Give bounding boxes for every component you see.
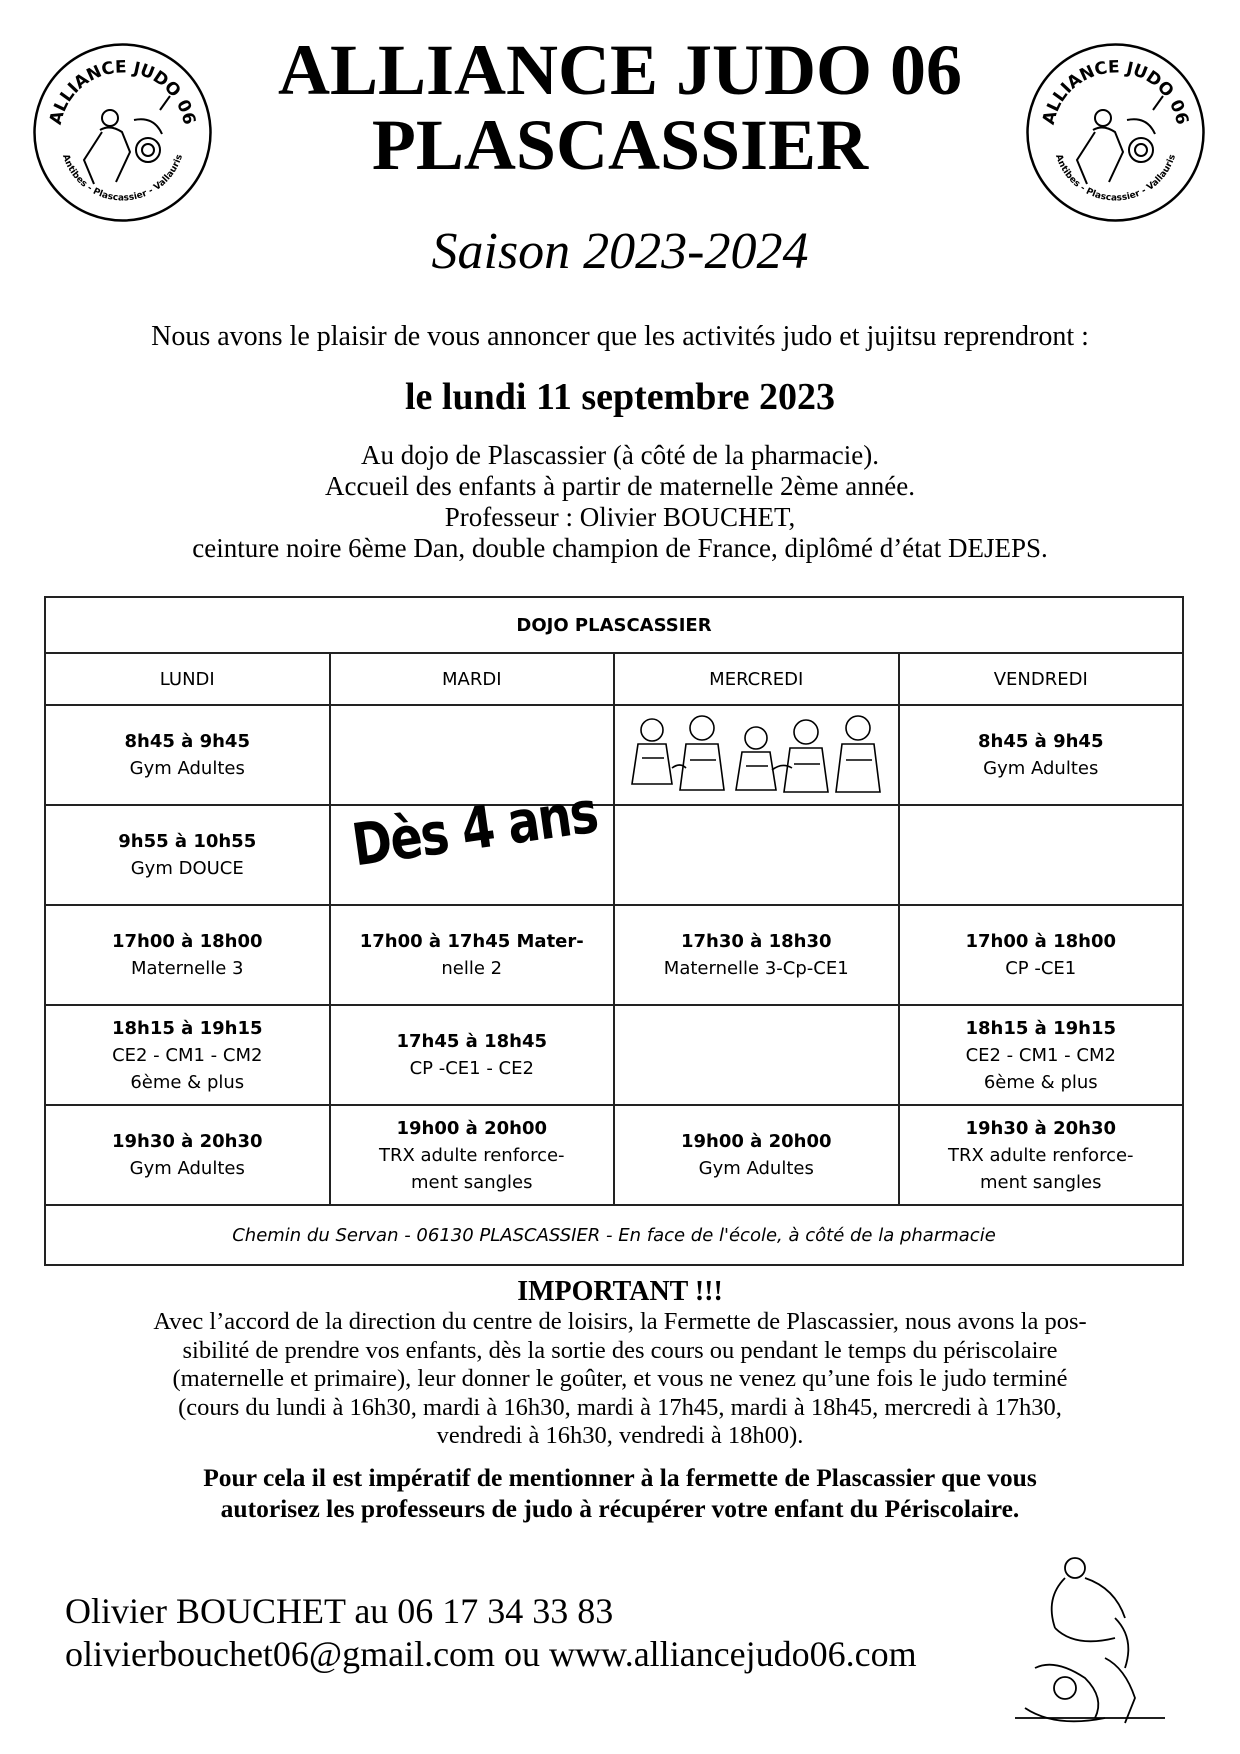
important-line: vendredi à 16h30, vendredi à 18h00).: [436, 1422, 804, 1449]
slot-time: 8h45 à 9h45: [124, 731, 250, 752]
important-line: Avec l’accord de la direction du centre de loisirs, la Fermette de Plascassier, nous avons la pos-: [153, 1308, 1087, 1335]
important-line: (cours du lundi à 16h30, mardi à 16h30, mardi à 17h45, mardi à 18h45, mercredi à 17h30,: [178, 1393, 1062, 1421]
day-header: MERCREDI: [614, 653, 899, 705]
slot-class: CE2 - CM1 - CM2: [965, 1044, 1116, 1066]
slot-class: nelle 2: [441, 958, 503, 979]
schedule-cell: [330, 1105, 615, 1205]
slot-class: Gym Adultes: [129, 1158, 245, 1179]
day-header: VENDREDI: [899, 653, 1184, 705]
notice-line: Pour cela il est impératif de mentionner à la fermette de Plascassier que vous: [203, 1463, 1037, 1492]
info-line: ceinture noire 6ème Dan, double champion de France, diplômé d’état DEJEPS.: [192, 533, 1048, 563]
schedule-cell: [614, 1105, 899, 1205]
slot-class-extra: 6ème & plus: [130, 1071, 245, 1093]
schedule-cell: [899, 1005, 1184, 1105]
day-header: LUNDI: [45, 653, 330, 705]
schedule-title-row: [45, 597, 1183, 653]
table-row: [45, 805, 1183, 905]
slot-class: Gym Adultes: [129, 758, 245, 779]
table-row: [45, 705, 1183, 805]
slot-class: CP -CE1 - CE2: [409, 1058, 534, 1079]
slot-time: 19h00 à 20h00: [396, 1117, 547, 1139]
season-label: Saison 2023-2024: [431, 223, 809, 280]
dojo-info: [0, 440, 1240, 564]
schedule-cell: [45, 705, 330, 805]
slot-time: 19h30 à 20h30: [965, 1117, 1116, 1139]
slot-class: Maternelle 3-Cp-CE1: [663, 958, 849, 979]
schedule-cell: [45, 1005, 330, 1105]
slot-class: TRX adulte renforce-: [378, 1144, 565, 1166]
slot-class: TRX adulte renforce-: [947, 1144, 1134, 1166]
slot-class-extra: 6ème & plus: [983, 1071, 1098, 1093]
slot-time: 18h15 à 19h15: [111, 1017, 263, 1039]
judo-kids-illustration-icon: [622, 708, 890, 802]
schedule-cell-empty: [899, 805, 1184, 905]
dojo-address: Chemin du Servan - 06130 PLASCASSIER - En face de l'école, à côté de la pharmacie: [45, 1205, 1183, 1265]
table-row: [45, 1005, 1183, 1105]
schedule-cell: [330, 905, 615, 1005]
page-title: ALLIANCE JUDO 06: [277, 30, 963, 110]
slot-class: Gym DOUCE: [130, 858, 244, 879]
slot-class: Maternelle 3: [130, 958, 244, 979]
table-row: [45, 905, 1183, 1005]
logo-top-text: ALLIANCE JUDO 06: [45, 57, 200, 127]
slot-class: Gym Adultes: [983, 758, 1099, 779]
contact-phone: Olivier BOUCHET au 06 17 34 33 83: [65, 1591, 614, 1631]
schedule-table: [44, 596, 1184, 1266]
info-line: Accueil des enfants à partir de maternelle 2ème année.: [325, 471, 915, 501]
slot-class: CP -CE1: [1005, 958, 1077, 979]
age-badge: Dès 4 ans: [348, 777, 601, 880]
notice-line: autorisez les professeurs de judo à récupérer votre enfant du Périscolaire.: [220, 1494, 1020, 1523]
slot-time: 17h00 à 18h00: [111, 931, 263, 952]
important-heading: IMPORTANT !!!: [517, 1276, 723, 1307]
day-header: MARDI: [330, 653, 615, 705]
page-subtitle: PLASCASSIER: [371, 105, 869, 185]
info-line: Professeur : Olivier BOUCHET,: [444, 502, 796, 532]
slot-class-extra: ment sangles: [411, 1171, 533, 1193]
important-notice: [40, 1462, 1200, 1524]
info-line: Au dojo de Plascassier (à côté de la pharmacie).: [360, 440, 880, 470]
schedule-cell: [45, 1105, 330, 1205]
slot-time: 9h55 à 10h55: [118, 831, 257, 852]
schedule-cell-illustration: [614, 705, 899, 805]
logo-top-text: ALLIANCE JUDO 06: [1038, 57, 1193, 127]
logo-bottom-text: Antibes - Plascassier - Vallauris: [59, 153, 186, 204]
schedule-title: DOJO PLASCASSIER: [45, 597, 1183, 653]
schedule-cell-empty: [614, 1005, 899, 1105]
schedule-cell: [899, 705, 1184, 805]
slot-time: 19h30 à 20h30: [111, 1131, 263, 1152]
schedule-cell: [45, 905, 330, 1005]
slot-time: 18h15 à 19h15: [965, 1017, 1116, 1039]
schedule-cell: [614, 905, 899, 1005]
slot-class: Gym Adultes: [698, 1158, 814, 1179]
slot-time: 17h00 à 17h45 Mater-: [359, 931, 584, 952]
schedule-cell-empty: [614, 805, 899, 905]
table-row: [45, 1105, 1183, 1205]
slot-class: CE2 - CM1 - CM2: [112, 1044, 263, 1066]
slot-class-extra: ment sangles: [980, 1171, 1102, 1193]
logo-bottom-text: Antibes - Plascassier - Vallauris: [1052, 153, 1179, 204]
schedule-cell: [45, 805, 330, 905]
slot-time: 19h00 à 20h00: [680, 1131, 832, 1152]
schedule-cell: [330, 1005, 615, 1105]
slot-time: 8h45 à 9h45: [978, 731, 1104, 752]
slot-time: 17h30 à 18h30: [680, 931, 832, 952]
slot-time: 17h00 à 18h00: [965, 931, 1116, 952]
schedule-days-row: [45, 653, 1183, 705]
intro-text: Nous avons le plaisir de vous annoncer que les activités judo et jujitsu reprendront :: [151, 321, 1089, 352]
slot-time: 17h45 à 18h45: [396, 1031, 547, 1052]
start-date: le lundi 11 septembre 2023: [405, 376, 835, 418]
address-row: [45, 1205, 1183, 1265]
schedule-cell: [899, 905, 1184, 1005]
important-text: [50, 1308, 1190, 1451]
important-line: sibilité de prendre vos enfants, dès la sortie des cours ou pendant le temps du périscolaire: [182, 1336, 1058, 1364]
schedule-cell: [899, 1105, 1184, 1205]
important-line: (maternelle et primaire), leur donner le goûter, et vous ne venez qu’une fois le judo terminé: [172, 1365, 1068, 1392]
judo-throw-illustration-icon: [1005, 1548, 1170, 1733]
contact-email-web: olivierbouchet06@gmail.com ou www.alliancejudo06.com: [65, 1634, 917, 1674]
